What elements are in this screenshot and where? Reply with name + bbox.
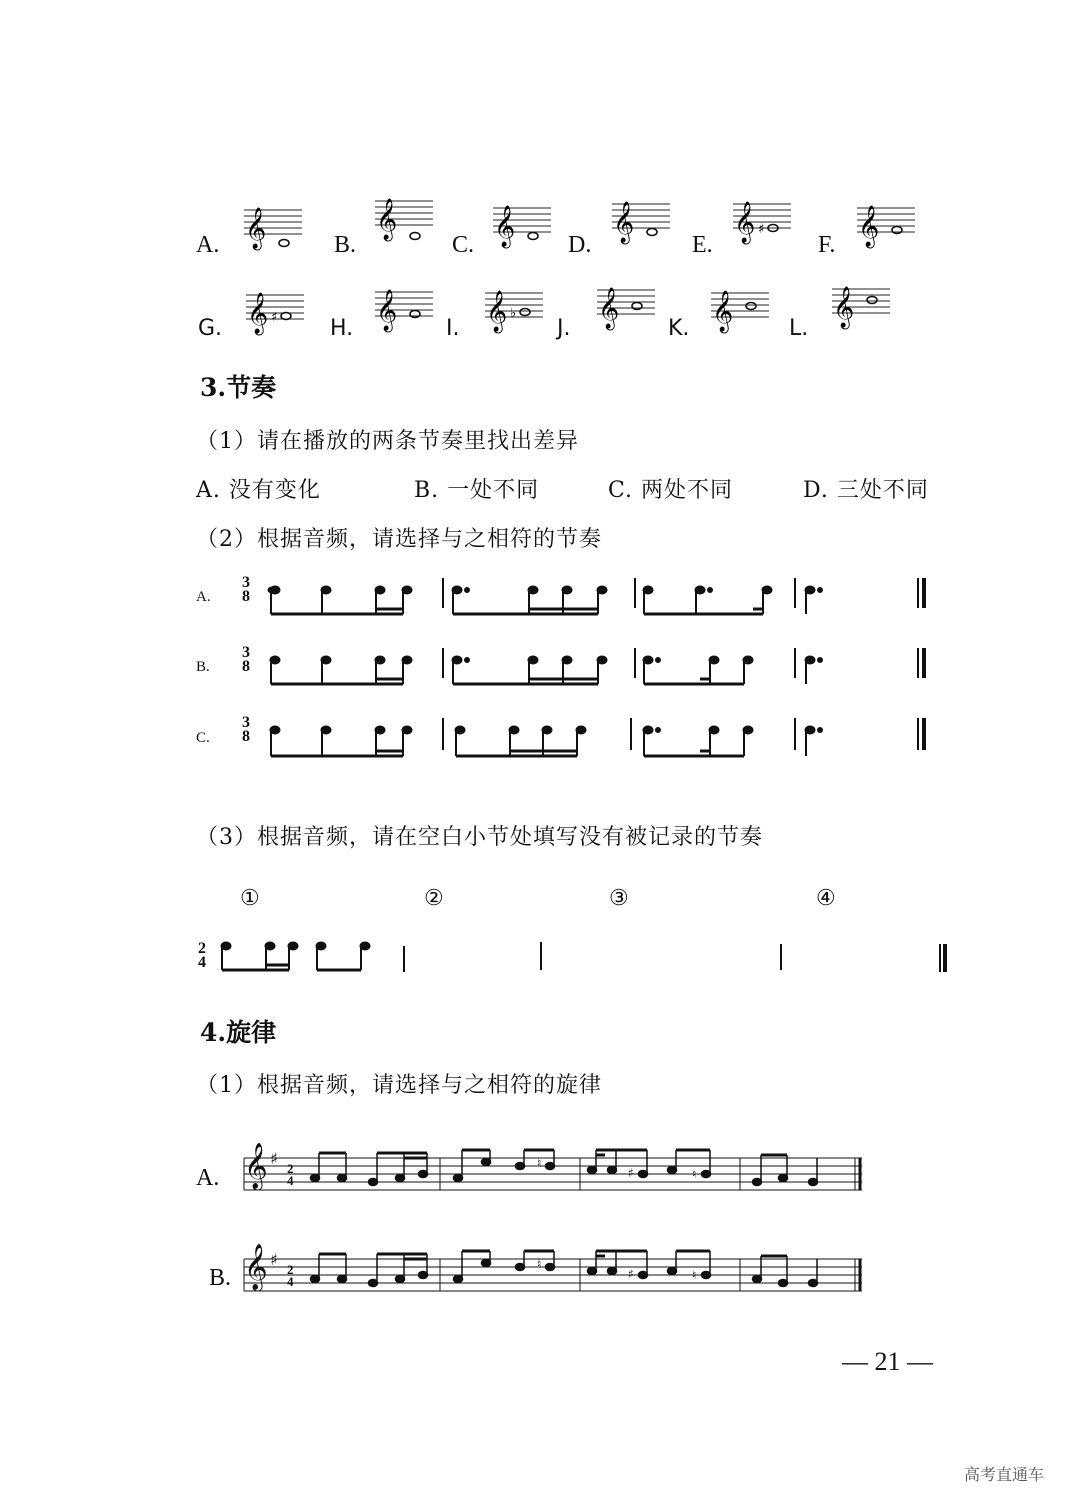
melody-a-treble-clef-icon: 𝄞: [244, 1143, 268, 1189]
q3-1-option-c[interactable]: C. 两处不同: [608, 478, 734, 503]
svg-text:♯: ♯: [628, 1166, 634, 1180]
accidental-icon: ♯: [758, 222, 765, 237]
q4-1-text: （1）根据音频，请选择与之相符的旋律: [196, 1073, 602, 1098]
treble-clef-icon: 𝄞: [376, 199, 398, 240]
page-number: — 21 —: [842, 1347, 933, 1376]
treble-clef-icon: 𝄞: [598, 288, 620, 329]
dictation-marker-3: ③: [609, 886, 629, 911]
svg-text:♮: ♮: [692, 1268, 697, 1282]
rhythm-option-b-label[interactable]: B.: [196, 659, 210, 675]
interval-option-h-label[interactable]: H.: [330, 316, 354, 341]
svg-text:♮: ♮: [537, 1257, 542, 1271]
interval-option-c-label[interactable]: C.: [452, 232, 475, 258]
interval-option-g-label[interactable]: G.: [198, 316, 223, 341]
treble-clef-icon: 𝄞: [712, 291, 734, 332]
interval-option-l-label[interactable]: L.: [789, 316, 809, 341]
melody-option-b-label[interactable]: B.: [209, 1265, 232, 1291]
treble-clef-icon: 𝄞: [247, 293, 269, 334]
melody-b-time-signature: 2 4: [287, 1262, 294, 1289]
melody-b-notes: [311, 1251, 818, 1287]
interval-option-j-label[interactable]: J.: [557, 316, 571, 341]
watermark: 高考直通车: [964, 1465, 1045, 1484]
treble-clef-icon: 𝄞: [376, 290, 398, 331]
melody-option-a-label[interactable]: A.: [196, 1165, 220, 1191]
q3-1-text: （1）请在播放的两条节奏里找出差异: [196, 429, 579, 454]
dictation-marker-1: ①: [240, 886, 260, 911]
rhythm-option-a-label[interactable]: A.: [196, 589, 211, 605]
melody-b-key-signature: ♯: [270, 1250, 278, 1269]
svg-text:♮: ♮: [537, 1156, 542, 1170]
treble-clef-icon: 𝄞: [494, 206, 516, 247]
treble-clef-icon: 𝄞: [613, 202, 635, 243]
section-3-heading: 3.节奏: [200, 373, 277, 402]
dictation-marker-2: ②: [424, 886, 444, 911]
q3-3-text: （3）根据音频，请在空白小节处填写没有被记录的节奏: [196, 825, 763, 850]
q3-1-option-a[interactable]: A. 没有变化: [196, 478, 321, 503]
dictation-marker-4: ④: [816, 886, 836, 911]
treble-clef-icon: 𝄞: [486, 291, 508, 332]
rhythm-c-time-signature: 3 8: [242, 714, 250, 745]
q3-1-option-d[interactable]: D. 三处不同: [803, 478, 929, 503]
q3-1-option-b[interactable]: B. 一处不同: [414, 478, 540, 503]
svg-text:♯: ♯: [628, 1267, 634, 1281]
section-4-heading: 4.旋律: [200, 1018, 277, 1047]
svg-text:♮: ♮: [692, 1167, 697, 1181]
interval-option-b-label[interactable]: B.: [334, 232, 357, 258]
melody-b-treble-clef-icon: 𝄞: [244, 1244, 268, 1290]
melody-a-time-signature: 2 4: [287, 1161, 294, 1188]
accidental-icon: ♯: [271, 310, 278, 325]
treble-clef-icon: 𝄞: [734, 202, 756, 243]
interval-option-i-label[interactable]: I.: [446, 316, 460, 341]
dictation-time-signature: 2 4: [198, 940, 206, 971]
q3-2-text: （2）根据音频，请选择与之相符的节奏: [196, 527, 602, 552]
rhythm-b-time-signature: 3 8: [242, 644, 250, 675]
accidental-icon: ♭: [510, 306, 517, 321]
melody-a-notes: [311, 1150, 818, 1186]
melody-a-key-signature: ♯: [270, 1149, 278, 1168]
rhythm-a-time-signature: 3 8: [242, 574, 250, 605]
treble-clef-icon: 𝄞: [858, 206, 880, 247]
treble-clef-icon: 𝄞: [833, 287, 855, 328]
interval-option-k-label[interactable]: K.: [668, 316, 690, 341]
interval-option-e-label[interactable]: E.: [692, 232, 713, 258]
rhythm-option-c-label[interactable]: C.: [196, 730, 210, 746]
interval-option-f-label[interactable]: F.: [818, 232, 836, 258]
treble-clef-icon: 𝄞: [245, 208, 267, 249]
interval-option-d-label[interactable]: D.: [568, 232, 592, 258]
interval-option-a-label[interactable]: A.: [196, 232, 220, 258]
